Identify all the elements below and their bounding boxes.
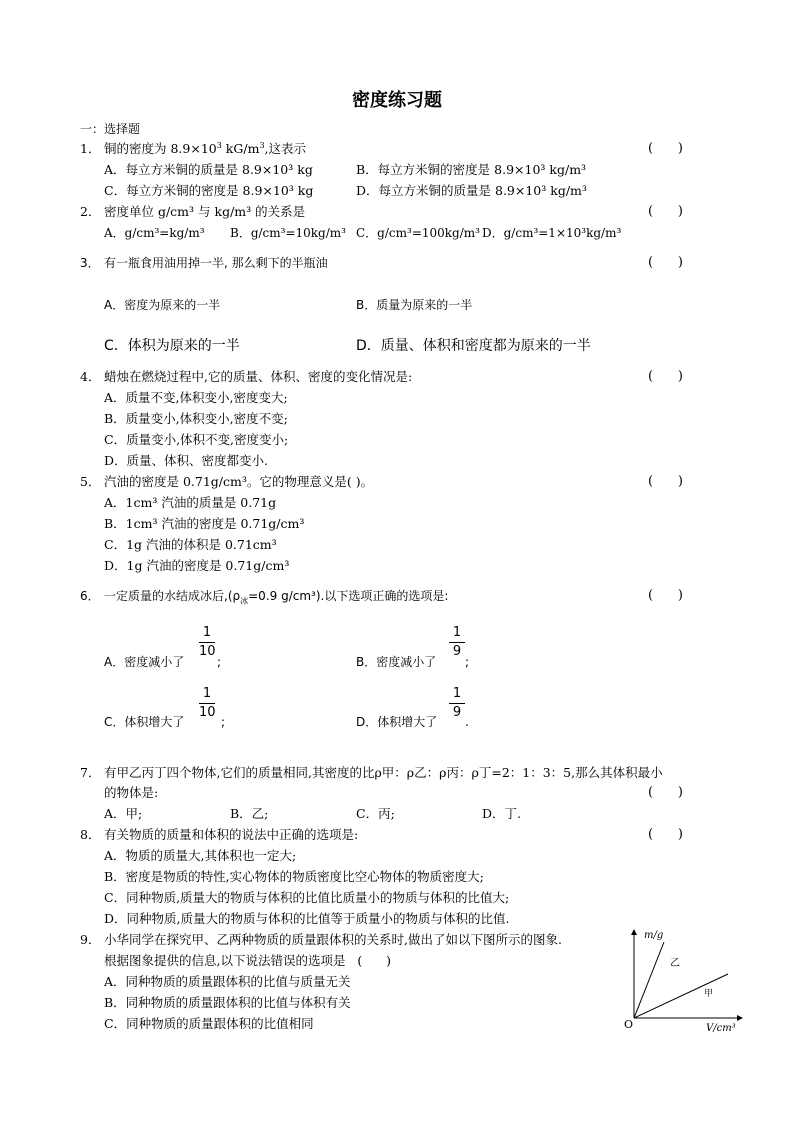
question-stem-continued: 的物体是: [104,785,159,800]
option-a: A．甲; [104,806,143,821]
option-b: B．密度是物质的特性,实心物体的物质密度比空心物体的物质密度大; [104,869,484,884]
question-number: 3． [80,256,100,270]
option-d-end: . [465,715,469,729]
option-c: C．丙; [356,806,395,821]
option-b: B．同种物质的质量跟体积的比值与体积有关 [104,995,351,1010]
option-a: A．质量不变,体积变小,密度变大; [104,390,288,405]
option-c-end: ; [221,715,226,729]
answer-bracket: ( ) [648,204,683,219]
fraction: 1 9 [449,625,465,660]
mass-volume-graph [620,926,750,1036]
option-a: A．同种物质的质量跟体积的比值与质量无关 [104,974,351,989]
question-stem: 蜡烛在燃烧过程中,它的质量、体积、密度的变化情况是: [104,369,413,384]
fraction: 1 10 [199,686,216,720]
question-stem: 有关物质的质量和体积的说法中正确的选项是: [104,827,359,842]
option-d: D．质量、体积和密度都为原来的一半 [356,338,591,354]
section-heading: 一：选择题 [80,122,141,136]
option-c: C．同种物质,质量大的物质与体积的比值比质量小的物质与体积的比值大; [104,890,510,905]
option-d: D．体积增大了 [356,715,438,729]
answer-bracket: ( ) [357,953,391,968]
origin-label: O [624,1018,634,1031]
question-number: 8． [80,827,101,842]
question-number: 5． [80,474,101,489]
option-d: D．每立方米铜的质量是 8.9×10³ kg/m³ [356,183,587,198]
option-d: D．丁. [482,806,521,821]
answer-bracket: ( ) [648,827,683,842]
option-a-end: ; [217,655,222,669]
question-stem-continued: 根据图象提供的信息,以下说法错误的选项是 ( ) [104,953,391,968]
question-stem: 汽油的密度是 0.71g/cm³。它的物理意义是( )。 [104,474,374,489]
option-b: B．密度减小了 [356,655,437,669]
option-a: A．每立方米铜的质量是 8.9×10³ kg [104,162,313,177]
question-stem: 小华同学在探究甲、乙两种物质的质量跟体积的关系时,做出了如以下图所示的图象. [104,932,562,947]
option-d: D．同种物质,质量大的物质与体积的比值等于质量小的物质与体积的比值. [104,911,510,926]
answer-bracket: ( ) [648,785,683,800]
answer-bracket: ( ) [648,369,683,384]
option-b-end: ; [465,655,470,669]
option-c: C．1g 汽油的体积是 0.71cm³ [104,537,277,552]
question-number: 1． [80,141,101,156]
question-stem: 密度单位 g/cm³ 与 kg/m³ 的关系是 [104,204,306,219]
question-number: 9． [80,932,101,947]
option-c: C．每立方米铜的密度是 8.9×10³ kg [104,183,314,198]
option-a: A．密度减小了 [104,655,185,669]
answer-bracket: ( ) [648,255,683,270]
answer-bracket: ( ) [648,588,683,603]
question-stem: 铜的密度为 $8.9\times 10^3$ $kG/m^3$,这表示 [104,140,307,156]
option-c: C．质量变小,体积不变,密度变小; [104,432,289,447]
answer-bracket: ( ) [648,474,683,489]
answer-bracket: ( ) [648,141,683,156]
option-b: B．1cm³ 汽油的密度是 0.71g/cm³ [104,516,305,531]
line-jia-label: 甲 [704,989,714,999]
option-a: A．1cm³ 汽油的质量是 0.71g [104,495,277,510]
question-stem: 一定质量的水结成冰后$,(\rho_冰=0.9$ g/cm³).以下选项正确的选项是: [104,589,449,606]
option-a: A．物质的质量大,其体积也一定大; [104,848,297,863]
page-title: 密度练习题 [352,90,442,111]
question-number: 4． [80,369,101,384]
option-d: D．质量、体积、密度都变小. [104,453,268,468]
question-stem: 有一瓶食用油用掉一半, 那么剩下的半瓶油 [104,256,328,270]
option-b: B．质量变小,体积变小,密度不变; [104,411,288,426]
option-c: C．g/cm³=100kg/m³ [356,226,480,240]
question-stem: 有甲乙丙丁四个物体,它们的质量相同,其密度的比ρ甲：ρ乙：ρ丙：ρ丁=2：1：3：5,那么其体积最小 [104,765,663,780]
question-number: 2． [80,204,101,219]
option-b: B．质量为原来的一半 [356,298,473,312]
question-number: 6． [80,589,100,603]
y-axis-label: m/g [644,930,664,941]
option-c: C．体积增大了 [104,715,185,729]
option-d: D．g/cm³=1×10³kg/m³ [482,226,622,240]
fraction: 1 9 [449,686,465,721]
fraction: 1 10 [199,625,216,659]
option-b: B．每立方米铜的密度是 8.9×10³ kg/m³ [356,162,587,177]
option-b: B．乙; [230,806,269,821]
option-c: C．体积为原来的一半 [104,338,240,354]
option-a: A．g/cm³=kg/m³ [104,226,205,240]
line-yi-label: 乙 [670,958,680,969]
option-a: A．密度为原来的一半 [104,298,221,312]
option-c: C．同种物质的质量跟体积的比值相同 [104,1016,314,1031]
x-axis-label: V/cm³ [706,1023,736,1034]
line-jia [634,974,728,1018]
option-b: B．g/cm³=10kg/m³ [230,226,346,240]
question-number: 7． [80,765,101,780]
option-d: D．1g 汽油的密度是 0.71g/cm³ [104,558,290,573]
